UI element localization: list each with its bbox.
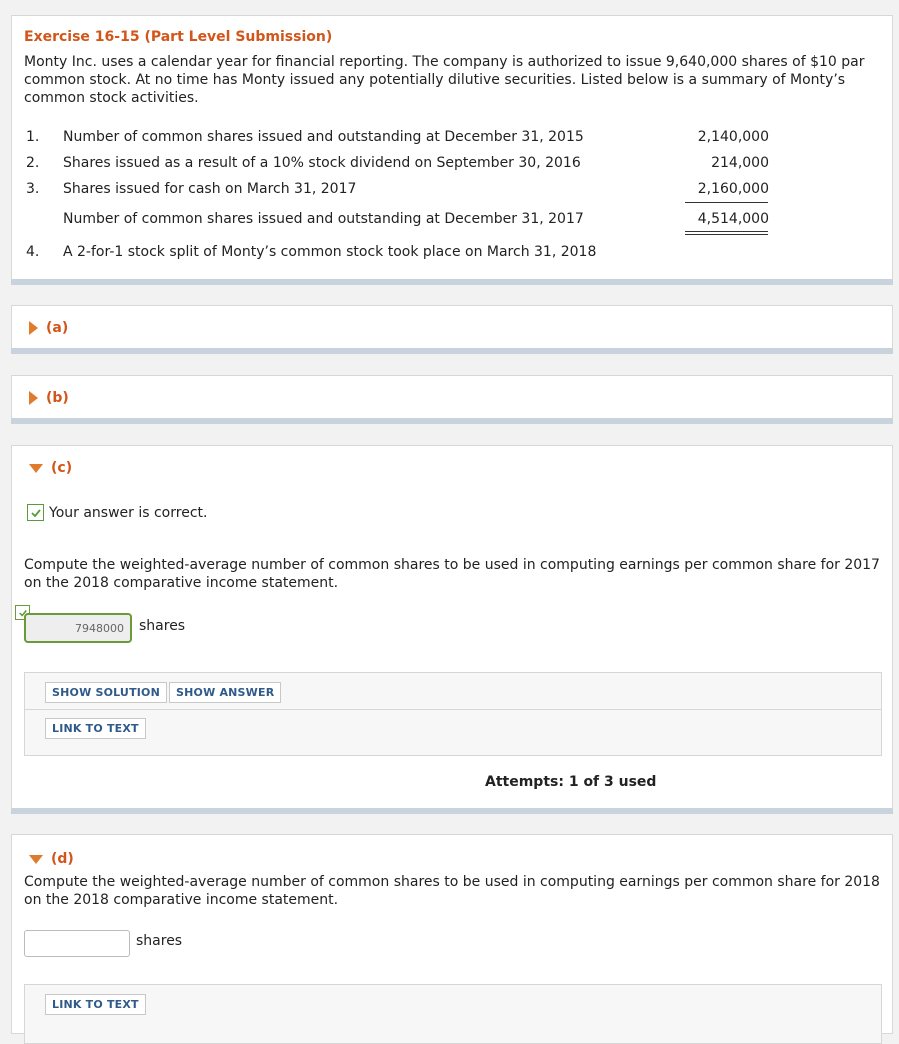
collapse-arrow-icon [29, 464, 43, 473]
row-text: A 2-for-1 stock split of Monty’s common stock took place on March 31, 2018 [63, 244, 597, 260]
part-d-label: (d) [51, 851, 74, 867]
total-double-underline [685, 231, 768, 232]
part-c-toggle[interactable] [29, 460, 72, 476]
part-a-label: (a) [46, 320, 69, 336]
solution-toolbox [24, 672, 882, 756]
status-text: Your answer is correct. [49, 504, 208, 521]
part-b-panel [11, 375, 893, 424]
exercise-panel [11, 15, 893, 285]
row-value: 4,514,000 [697, 211, 769, 227]
answer-input-d[interactable] [24, 930, 130, 957]
panel-divider [11, 348, 893, 354]
expand-arrow-icon [29, 321, 38, 335]
part-b-toggle[interactable] [29, 390, 69, 406]
show-solution-button[interactable]: SHOW SOLUTION [45, 682, 167, 703]
checkmark-icon [27, 504, 44, 521]
row-text: Shares issued for cash on March 31, 2017 [63, 181, 357, 197]
question-c: Compute the weighted-average number of common shares to be used in computing earnings per common share for 2017 on the 2018 comparative income statement. [24, 557, 880, 591]
part-b-label: (b) [46, 390, 69, 406]
activity-row [24, 181, 769, 201]
part-d-toggle[interactable] [29, 851, 74, 867]
row-number: 4. [26, 244, 40, 260]
link-to-text-button[interactable]: LINK TO TEXT [45, 718, 146, 739]
exercise-intro: Monty Inc. uses a calendar year for financial reporting. The company is authorized to issue 9,640,000 shares of $10 par common stock. At no time has Monty issued any potentially dilutive securities. Listed below is a summary of Monty’s common stock activities. [24, 54, 865, 106]
link-toolbox [24, 984, 882, 1044]
answer-value: 7948000 [75, 621, 124, 635]
part-c-label: (c) [51, 460, 73, 476]
part-d-panel [11, 834, 893, 1034]
activity-row-total [24, 211, 769, 231]
row-value: 214,000 [711, 155, 769, 171]
subtotal-underline [685, 202, 768, 203]
panel-divider [11, 279, 893, 285]
expand-arrow-icon [29, 391, 38, 405]
total-double-underline [685, 234, 768, 235]
row-text: Number of common shares issued and outstanding at December 31, 2015 [63, 129, 584, 145]
row-number: 2. [26, 155, 40, 171]
toolbox-divider [25, 709, 881, 710]
row-number: 1. [26, 129, 40, 145]
row-value: 2,160,000 [697, 181, 769, 197]
row-number: 3. [26, 181, 40, 197]
unit-label: shares [136, 933, 183, 949]
collapse-arrow-icon [29, 855, 43, 864]
answer-input-c[interactable] [24, 613, 132, 643]
link-to-text-button[interactable]: LINK TO TEXT [45, 994, 146, 1015]
row-text: Shares issued as a result of a 10% stock dividend on September 30, 2016 [63, 155, 581, 171]
part-a-toggle[interactable] [29, 320, 68, 336]
show-answer-button[interactable]: SHOW ANSWER [169, 682, 281, 703]
activity-row [24, 155, 769, 175]
activity-row [24, 129, 769, 149]
panel-divider [11, 418, 893, 424]
part-a-panel [11, 305, 893, 354]
unit-label: shares [139, 618, 186, 634]
activity-row [24, 244, 769, 264]
part-c-panel [11, 445, 893, 814]
panel-divider [11, 808, 893, 814]
exercise-title: Exercise 16-15 (Part Level Submission) [24, 29, 333, 45]
correct-status [27, 504, 207, 521]
row-text: Number of common shares issued and outstanding at December 31, 2017 [63, 211, 584, 227]
row-value: 2,140,000 [697, 129, 769, 145]
attempts-counter: Attempts: 1 of 3 used [485, 774, 657, 790]
question-d: Compute the weighted-average number of common shares to be used in computing earnings per common share for 2018 on the 2018 comparative income statement. [24, 874, 880, 908]
